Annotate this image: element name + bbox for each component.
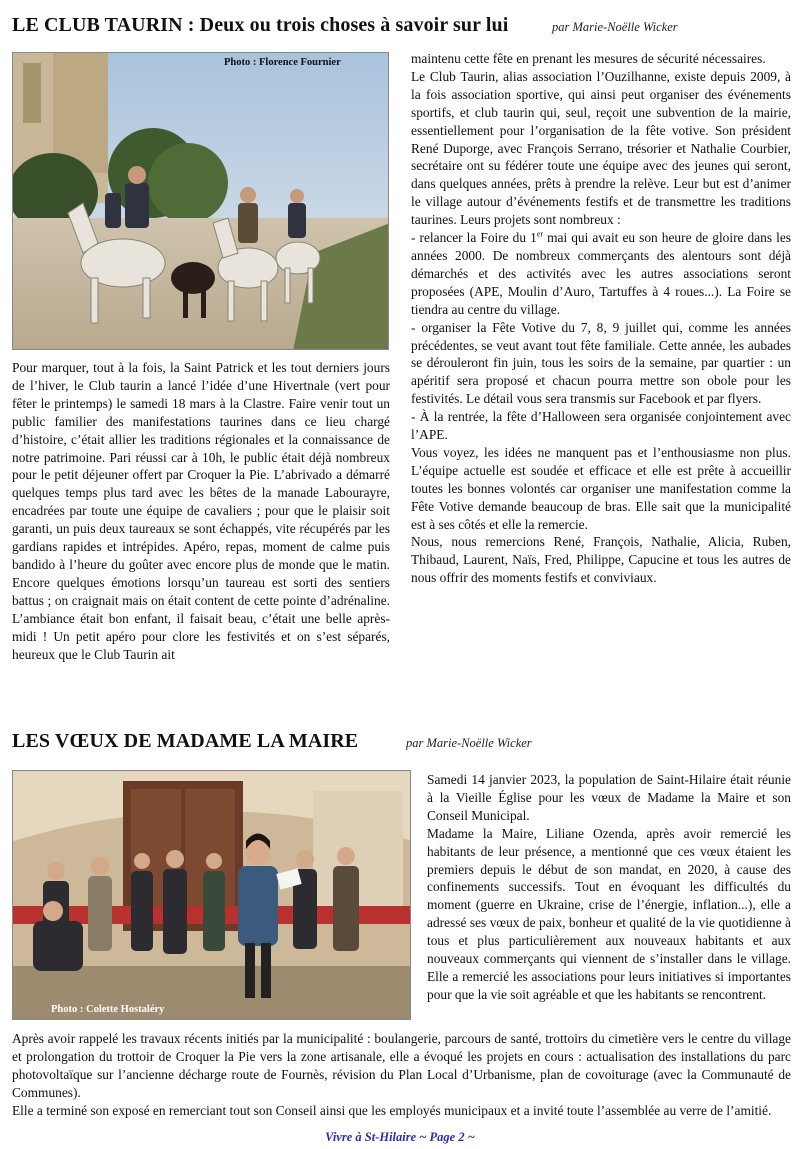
- article1-paragraph: maintenu cette fête en prenant les mesures de sécurité nécessaires.: [411, 51, 766, 66]
- article1-right-column: [411, 50, 791, 587]
- article2-full-width: [12, 1030, 791, 1120]
- article1-title: LE CLUB TAURIN : Deux ou trois choses à savoir sur lui: [12, 14, 509, 36]
- article1-paragraph: Le Club Taurin, alias association l’Ouzilhanne, existe depuis 2009, à la fois association sportive, qui ainsi peut organiser des événements sportifs, et club taurin qui, seul, reçoit une subvention de la mairie, essentiellement pour l’organisation de la fête votive. Son président René Duporge, avec François Serrano, trésorier et Nathalie Courbier, secrétaire ont su fédérer toute une équipe avec des jeunes qui seront, dans quelques années, prêts à prendre la relève. Leur but est d’animer le village autour d’événements festifs et de transmettre les traditions taurines. Leurs projets sont nombreux :: [411, 68, 791, 228]
- article2-paragraph: Elle a terminé son exposé en remerciant tout son Conseil ainsi que les employés municipaux et a invité toute l’assemblée au verre de l’amitié.: [12, 1102, 772, 1118]
- article2-paragraph: Après avoir rappelé les travaux récents initiés par la municipalité : boulangerie, parcours de santé, trottoirs du cimetière vers le centre du village et prolongation du trottoir de Croquer la Pie vers la zone artisanale, elle a évoqué les projets en cours : actualisation des installations du parc photovoltaïque sur l’ancienne décharge route de Fournès, révision du Plan Local d’Urbanisme, plan de covoiturage (avec la Communauté de Communes).: [12, 1031, 791, 1100]
- article1-paragraph: Nous, nous remercions René, François, Nathalie, Alicia, Ruben, Thibaud, Laurent, Naïs, Fred, Philippe, Capucine et tous les autres de nous offrir des moments festifs et conviviaux.: [411, 534, 791, 586]
- article1-paragraph: - organiser la Fête Votive du 7, 8, 9 juillet qui, comme les années précédentes, se veut avant tout fête familiale. Cette année, les aubades se dérouleront fin juin, tous les soirs de la semaine, par quartier : un apéritif sera proposé et chacun pourra mettre son obole pour les festivités. Le détail vous sera transmis sur Facebook et par flyers.: [411, 319, 791, 407]
- page-footer: Vivre à St-Hilaire ~ Page 2 ~: [325, 1130, 475, 1144]
- article1-paragraph: Vous voyez, les idées ne manquent pas et l’enthousiasme non plus. L’équipe actuelle est soudée et efficace et elle est prête à accueillir toutes les bonnes volontés car organiser une manifestation comme la Fête Votive demande beaucoup de bras. Elle sait que la municipalité est à ses côtés et elle la remercie.: [411, 444, 791, 532]
- article1-foire-paragraph: - relancer la Foire du 1er mai qui avait eu son heure de gloire dans les années 2000. De nombreux commerçants des alentours sont déjà démarchés et des activités avec les autres associations seront proposées (APE, Moulin d’Auro, Tartuffes à 4 roues...). La Foire se tiendra au centre du village.: [411, 229, 791, 317]
- article2-paragraph: Samedi 14 janvier 2023, la population de Saint-Hilaire était réunie à la Vieille Église pour les vœux de Madame la Maire et son Conseil Municipal.: [427, 772, 791, 823]
- abrivado-photo: [12, 52, 389, 350]
- article2-photo-credit: Photo : Colette Hostaléry: [51, 1004, 165, 1015]
- ceremony-illustration: [13, 771, 411, 1020]
- article1-byline: par Marie-Noëlle Wicker: [552, 20, 678, 34]
- article2-byline: par Marie-Noëlle Wicker: [406, 736, 532, 750]
- article2-paragraph: Madame la Maire, Liliane Ozenda, après avoir remercié les habitants de leur présence, a mentionné que ces vœux étaient les premiers depuis le début de son mandat, en 2020, à cause des confinements successifs. Tout en évoquant les difficultés du moment (guerre en Ukraine, crise de l’énergie, inflation...), elle a adressé ses vœux de paix, bonheur et qualité de la vie quotidienne à tous et plus particulièrement aux nouveaux habitants et aux nouveaux commerçants qui viennent de s’installer dans le village. Elle a remercié les associations pour leurs initiatives si importantes pour que la vie soit agréable et que les habitants se rencontrent.: [427, 825, 791, 1002]
- article2-right-column: [427, 771, 791, 1004]
- article1-left-column: [12, 359, 390, 663]
- article1-photo-credit: Photo : Florence Fournier: [224, 57, 341, 68]
- article1-paragraph: - À la rentrée, la fête d’Halloween sera organisée conjointement avec l’APE.: [411, 409, 791, 443]
- article1-left-paragraph: Pour marquer, tout à la fois, la Saint Patrick et les tout derniers jours de l’hiver, le Club taurin a lancé l’idée d’une Hivertnale (vert pour fêter le printemps) le samedi 18 mars à la Clastre. Faire venir tout un public familier des manifestations taurines dans ce lieu chargé d’histoire, c’était allier les traditions régionales et la connaissance de notre patrimoine. Pari réussi car à 10h, le public était déjà nombreux pour le petit déjeuner offert par Croquer la Pie. L’abrivado a démarré quelques temps plus tard avec les bêtes de la manade Labourayre, encadrées par toute une équipe de cavaliers ; pour que le plaisir soit garanti, un puis deux taureaux se sont échappés, vite récupérés par les gardians rapides et intrépides. Apéro, repas, moment de calme puis bandido à l’heure du goûter avec encore plus de monde que le matin. Encore quelques émotions lorsqu’un taureau est sorti des sentiers battus ; on craignait mais on était content de cette pointe d’adrénaline. L’ambiance était bon enfant, il faisait beau, c’était une belle après-midi ! Un petit apéro pour clore les festivités et on s’est séparés, heureux que le Club Taurin ait: [12, 360, 390, 662]
- abrivado-illustration: [13, 53, 389, 350]
- ceremony-photo: [12, 770, 411, 1020]
- article2-title: LES VŒUX DE MADAME LA MAIRE: [12, 730, 359, 752]
